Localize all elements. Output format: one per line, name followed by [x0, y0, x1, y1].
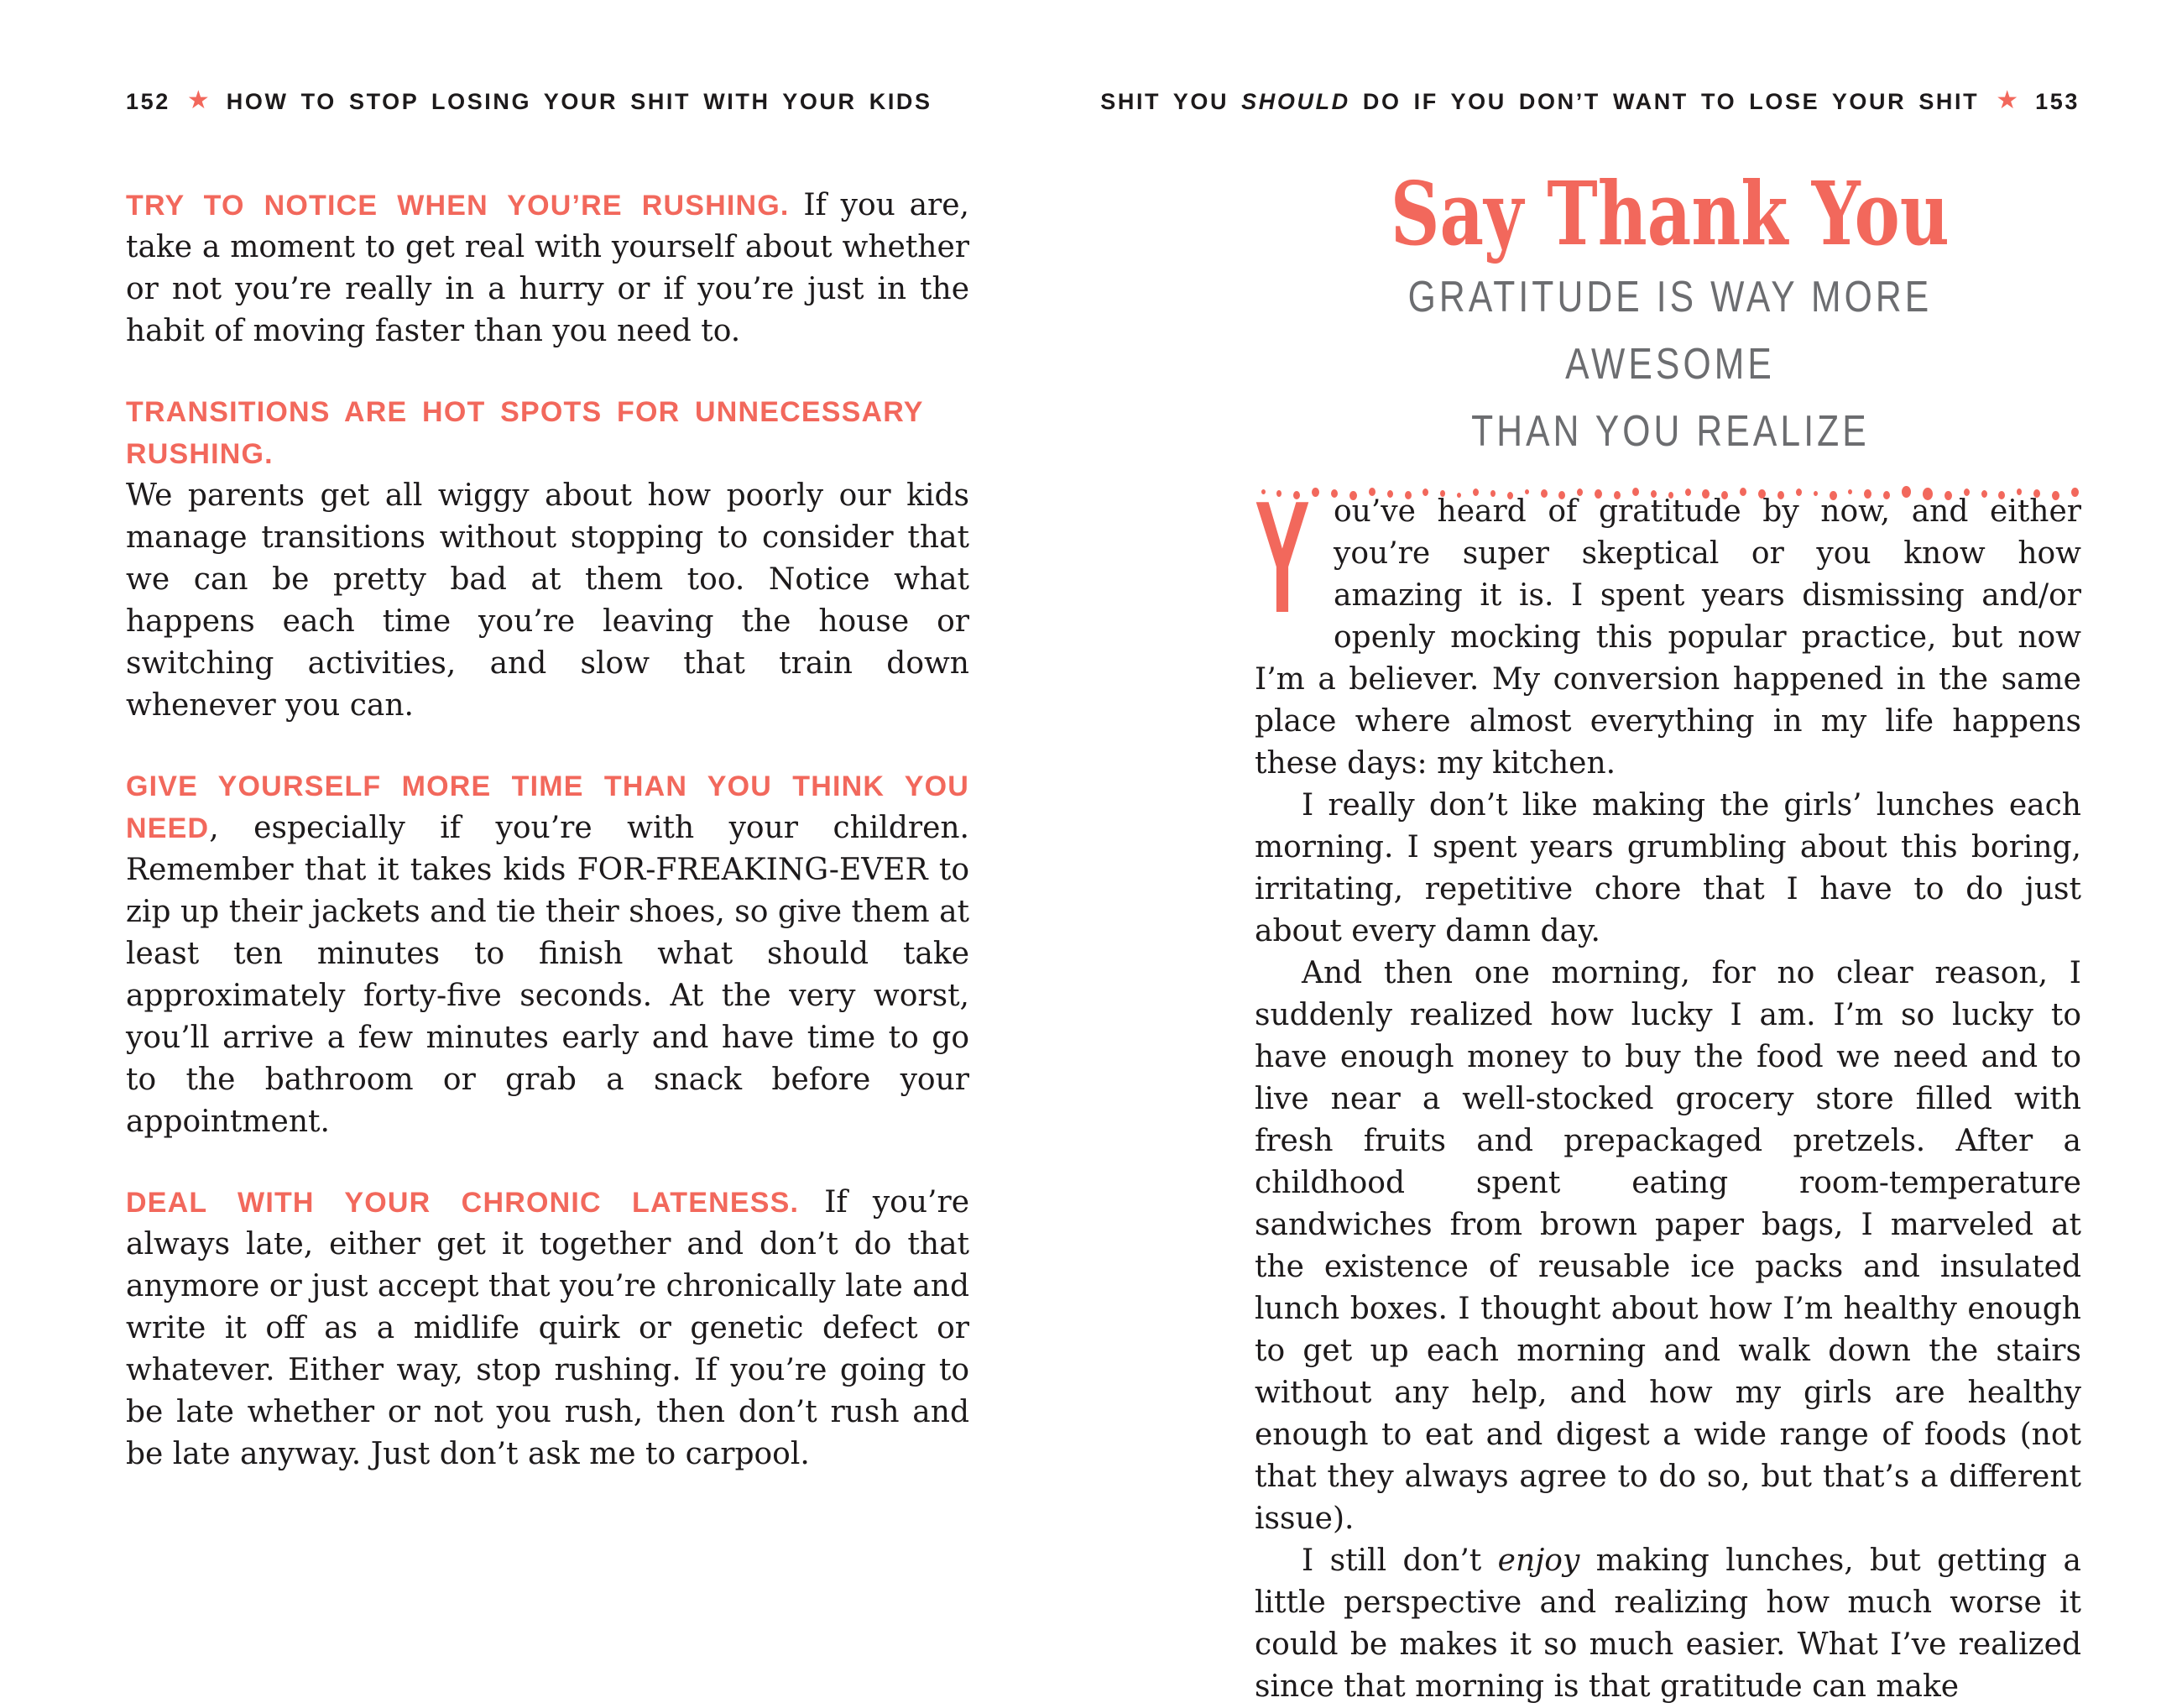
paragraph-lead-in: GIVE YOURSELF MORE TIME THAN YOU THINK YOU NEED: [126, 770, 969, 844]
body-text: I really don’t like making the girls’ lunches each morning. I spent years grumbling about this boring, irritating, repetitive chore that I have to do just about every damn day.: [1255, 788, 2081, 948]
left-page-body: [126, 185, 969, 1476]
right-paragraph: [1255, 785, 2081, 953]
body-text: making lunches, but getting a little perspective and realizing how much worse it could be makes it so much easier. What I’ve realized since that morning is that gratitude can make: [1255, 1543, 2081, 1704]
right-paragraph: [1255, 1540, 2081, 1708]
chapter-subtitle-line2: THAN YOU REALIZE: [1470, 407, 1870, 456]
star-icon: ★: [186, 85, 210, 115]
right-page-body: [1255, 468, 2081, 1708]
left-running-head: [126, 85, 932, 115]
right-running-head-title: SHIT YOU SHOULD DO IF YOU DON’T WANT TO LOSE YOUR SHIT: [1100, 89, 1980, 114]
star-icon: ★: [1996, 85, 2019, 115]
drop-cap: Y: [1255, 468, 1310, 646]
paragraph-lead-in: DEAL WITH YOUR CHRONIC LATENESS.: [126, 1187, 800, 1219]
chapter-subtitle: [1250, 264, 2090, 465]
running-head-italic-word: SHOULD: [1241, 89, 1350, 114]
body-text: And then one morning, for no clear reason, I suddenly realized how lucky I am. I’m so lucky to have enough money to buy the food we need and to live near a well-stocked grocery store filled with fresh fruits and prepackaged pretzels. After a childhood spent eating room-temperature sandwiches from brown paper bags, I marveled at the existence of reusable ice packs and insulated lunch boxes. I thought about how I’m healthy enough to get up each morning and walk down the stairs without any help, and how my girls are healthy enough to eat and digest a wide range of foods (not that they always agree to do so, but that’s a different issue).: [1255, 956, 2081, 1536]
chapter-header: [1250, 162, 2090, 500]
body-text: ou’ve heard of gratitude by now, and either you’re super skeptical or you know how amazing it is. I spent years dismissing and/or openly mocking this popular practice, but now I’m a believer. My conversion happened in the same place where almost everything in my life happens these days: my kitchen.: [1255, 494, 2081, 781]
lead-in-suffix: ,: [209, 811, 219, 845]
paragraph-lead-in: TRANSITIONS ARE HOT SPOTS FOR UNNECESSARY RUSHING.: [126, 396, 924, 470]
left-running-head-title: HOW TO STOP LOSING YOUR SHIT WITH YOUR KIDS: [226, 89, 932, 114]
right-running-head: [1100, 85, 2080, 115]
left-paragraph: DEAL WITH YOUR CHRONIC LATENESS. If you’re always late, either get it together and don’t do that anymore or just accept that you’re chronically late and write it off as a midlife quirk or genetic defect or whatever. Either way, stop rushing. If you’re going to be late whether or not you rush, then don’t rush and be late anyway. Just don’t ask me to carpool.: [126, 1185, 969, 1471]
chapter-title: Say Thank You: [1391, 162, 1950, 265]
left-paragraph: TRY TO NOTICE WHEN YOU’RE RUSHING. If you are, take a moment to get real with yourself about whether or not you’re really in a hurry or if you’re just in the habit of moving faster than you need to.: [126, 188, 969, 348]
paragraph-lead-in: TRY TO NOTICE WHEN YOU’RE RUSHING.: [126, 190, 790, 222]
right-paragraph: [1255, 468, 2081, 785]
body-text: I still don’t: [1302, 1543, 1498, 1578]
right-paragraph: [1255, 953, 2081, 1540]
left-page-number: 152: [126, 89, 170, 114]
right-page-number: 153: [2035, 89, 2080, 114]
chapter-subtitle-line1: GRATITUDE IS WAY MORE AWESOME: [1407, 273, 1933, 389]
left-paragraph: TRANSITIONS ARE HOT SPOTS FOR UNNECESSARY RUSHING. We parents get all wiggy about how poorly our kids manage transitions without stopping to consider that we can be pretty bad at them too. Notice what happens each time you’re leaving the house or switching activities, and slow that train down whenever you can.: [126, 391, 969, 727]
left-paragraph: GIVE YOURSELF MORE TIME THAN YOU THINK YOU NEED, especially if you’re with your children. Remember that it takes kids FOR-FREAKING-EVER to zip up their jackets and tie their shoes, so give them at least ten minutes to finish what should take approximately forty-five seconds. At the very worst, you’ll arrive a few minutes early and have time to go to the bathroom or grab a snack before your appointment.: [126, 770, 969, 1139]
italic-text: enjoy: [1497, 1543, 1580, 1578]
